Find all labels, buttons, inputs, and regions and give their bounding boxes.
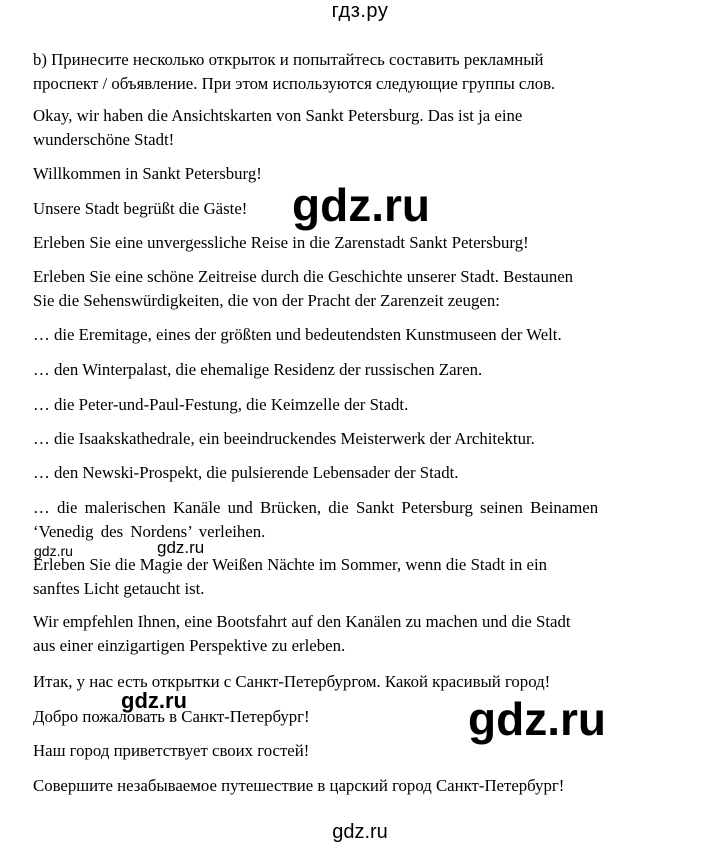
text-line: sanftes Licht getaucht ist. (33, 579, 205, 598)
text-line: проспект / объявление. При этом используются следующие группы слов. (33, 74, 556, 93)
text-line: Willkommen in Sankt Petersburg! (33, 164, 262, 183)
answer-paragraph (33, 231, 693, 255)
watermark: gdz.ru (157, 538, 205, 557)
watermark: gdz.ru (121, 688, 187, 713)
answer-paragraph (33, 553, 693, 601)
text-line: wunderschöne Stadt! (33, 130, 175, 149)
text-line: … die malerischen Kanäle und Brücken, die Sankt Petersburg seinen Beinamen (33, 498, 599, 517)
answer-paragraph (33, 774, 693, 798)
text-line: Erleben Sie die Magie der Weißen Nächte im Sommer, wenn die Stadt in ein (33, 555, 548, 574)
answer-paragraph (33, 610, 693, 658)
text-line: … die Eremitage, eines der größten und bedeutendsten Kunstmuseen der Welt. (33, 325, 562, 344)
site-footer: gdz.ru (332, 821, 388, 843)
watermark: gdz.ru (34, 543, 73, 559)
watermark: gdz.ru (468, 693, 606, 745)
task-paragraph (33, 48, 693, 96)
text-line: aus einer einzigartigen Perspektive zu erleben. (33, 636, 346, 655)
answer-paragraph (33, 323, 693, 347)
answer-paragraph (33, 265, 693, 313)
text-line: Наш город приветствует своих гостей! (33, 741, 310, 760)
site-header: гдз.ру (331, 0, 389, 22)
text-line: ‘Venedig des Nordens’ verleihen. (33, 522, 266, 541)
answer-paragraph (33, 461, 693, 485)
answer-paragraph (33, 393, 693, 417)
text-line: … die Peter-und-Paul-Festung, die Keimzelle der Stadt. (33, 395, 409, 414)
text-line: Sie die Sehenswürdigkeiten, die von der Pracht der Zarenzeit zeugen: (33, 291, 500, 310)
text-line: b) Принесите несколько открыток и попытайтесь составить рекламный (33, 50, 544, 69)
text-line: Unsere Stadt begrüßt die Gäste! (33, 199, 248, 218)
text-line: Erleben Sie eine unvergessliche Reise in die Zarenstadt Sankt Petersburg! (33, 233, 529, 252)
text-line: … die Isaakskathedrale, ein beeindruckendes Meisterwerk der Architektur. (33, 429, 535, 448)
text-line: … den Winterpalast, die ehemalige Residenz der russischen Zaren. (33, 360, 483, 379)
answer-paragraph (33, 104, 693, 152)
answer-paragraph (33, 358, 693, 382)
text-line: Совершите незабываемое путешествие в царский город Санкт-Петербург! (33, 776, 565, 795)
text-line: Добро пожаловать в Санкт-Петербург! (33, 707, 310, 726)
text-line: Wir empfehlen Ihnen, eine Bootsfahrt auf den Kanälen zu machen und die Stadt (33, 612, 571, 631)
text-line: Erleben Sie eine schöne Zeitreise durch die Geschichte unserer Stadt. Bestaunen (33, 267, 574, 286)
watermark: gdz.ru (292, 179, 430, 231)
text-line: Итак, у нас есть открытки с Санкт-Петербургом. Какой красивый город! (33, 672, 551, 691)
answer-paragraph (33, 496, 693, 544)
text-line: … den Newski-Prospekt, die pulsierende Lebensader der Stadt. (33, 463, 459, 482)
text-line: Okay, wir haben die Ansichtskarten von Sankt Petersburg. Das ist ja eine (33, 106, 523, 125)
answer-paragraph (33, 427, 693, 451)
